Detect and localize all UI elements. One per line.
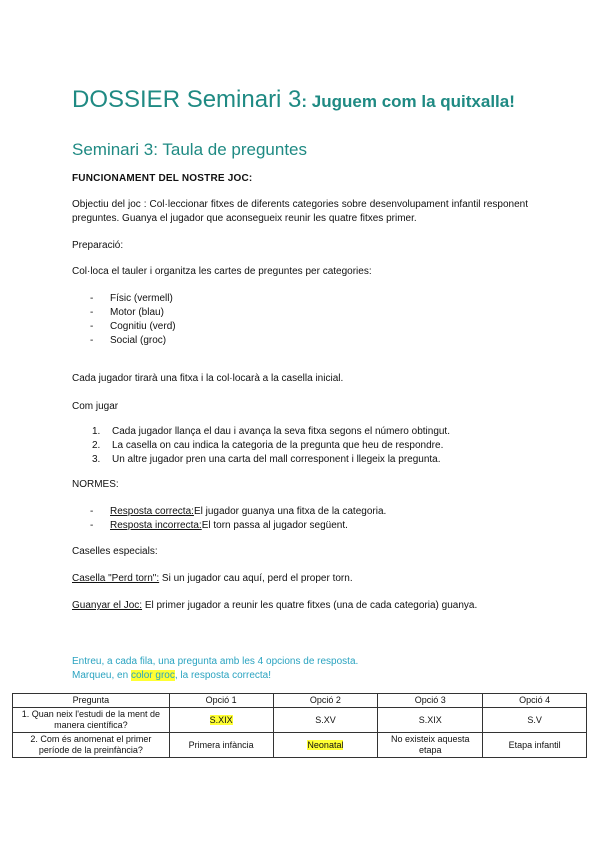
preparation-text: Col·loca el tauler i organitza les cartes de preguntes per categories: [72, 266, 372, 277]
objective-paragraph: Objectiu del joc : Col·leccionar fitxes de diferents categories sobre desenvolupament infantil responent preguntes. Guanya el jugador que aconsegueix reunir les quatre fitxes primer. [72, 199, 528, 224]
option-cell [169, 708, 273, 733]
title-main: DOSSIER Seminari 3 [72, 86, 302, 113]
title-sub: : Juguem com la quitxalla! [301, 92, 515, 111]
win-rule: Guanyar el Joc: El primer jugador a reunir les quatre fitxes (una de cada categoria) guanya. [72, 600, 478, 611]
option-cell: No existeix aquesta etapa [378, 733, 483, 758]
steps-list [90, 425, 450, 467]
game-heading: FUNCIONAMENT DEL NOSTRE JOC: [72, 173, 253, 184]
header-cell: Opció 3 [378, 694, 483, 708]
option-cell: Primera infància [169, 733, 273, 758]
option-cell [273, 733, 378, 758]
list-item: 2. La casella on cau indica la categoria de la pregunta que heu de respondre. [92, 440, 444, 451]
categories-list [90, 292, 176, 348]
list-item: - Social (groc) [90, 335, 167, 346]
special-label: Caselles especials: [72, 546, 158, 557]
header-cell: Opció 2 [273, 694, 378, 708]
list-item: 3. Un altre jugador pren una carta del mall corresponent i llegeix la pregunta. [92, 454, 441, 465]
list-item: - Físic (vermell) [90, 293, 173, 304]
table-row [13, 733, 587, 758]
start-text: Cada jugador tirarà una fitxa i la col·locarà a la casella inicial. [72, 373, 344, 384]
header-cell: Opció 4 [483, 694, 587, 708]
table-row [13, 708, 587, 733]
list-item: - Resposta incorrecta: El torn passa al jugador següent. [90, 520, 348, 531]
section-subtitle: Seminari 3: Taula de preguntes [72, 140, 308, 159]
header-cell: Opció 1 [169, 694, 273, 708]
correct-answer: S.XIX [209, 714, 233, 725]
option-cell: S.XIX [378, 708, 483, 733]
question-cell: 2. Com és anomenat el primer període de la preinfància? [13, 733, 170, 758]
list-item: - Motor (blau) [90, 307, 164, 318]
list-item: - Resposta correcta: El jugador guanya una fitxa de la categoria. [90, 506, 387, 517]
question-cell: 1. Quan neix l'estudi de la ment de manera científica? [13, 708, 170, 733]
list-item: 1. Cada jugador llança el dau i avança la seva fitxa segons el número obtingut. [92, 426, 450, 437]
option-cell: S.V [483, 708, 587, 733]
list-item: - Cognitiu (verd) [90, 321, 176, 332]
table-header-row [13, 694, 587, 708]
instructions-line2: Marqueu, en color groc, la resposta correcta! [72, 670, 271, 681]
rules-list [90, 505, 386, 533]
special-rule: Casella "Perd torn": Si un jugador cau aquí, perd el proper torn. [72, 573, 353, 584]
document-title [72, 86, 515, 114]
instructions-line1: Entreu, a cada fila, una pregunta amb les 4 opcions de resposta. [72, 656, 359, 667]
option-cell: Etapa infantil [483, 733, 587, 758]
rules-label: NORMES: [72, 479, 119, 490]
correct-answer: Neonatal [307, 739, 344, 750]
header-cell: Pregunta [13, 694, 170, 708]
questions-table [12, 693, 587, 758]
howto-label: Com jugar [72, 401, 119, 412]
option-cell: S.XV [273, 708, 378, 733]
preparation-label: Preparació: [72, 240, 124, 251]
